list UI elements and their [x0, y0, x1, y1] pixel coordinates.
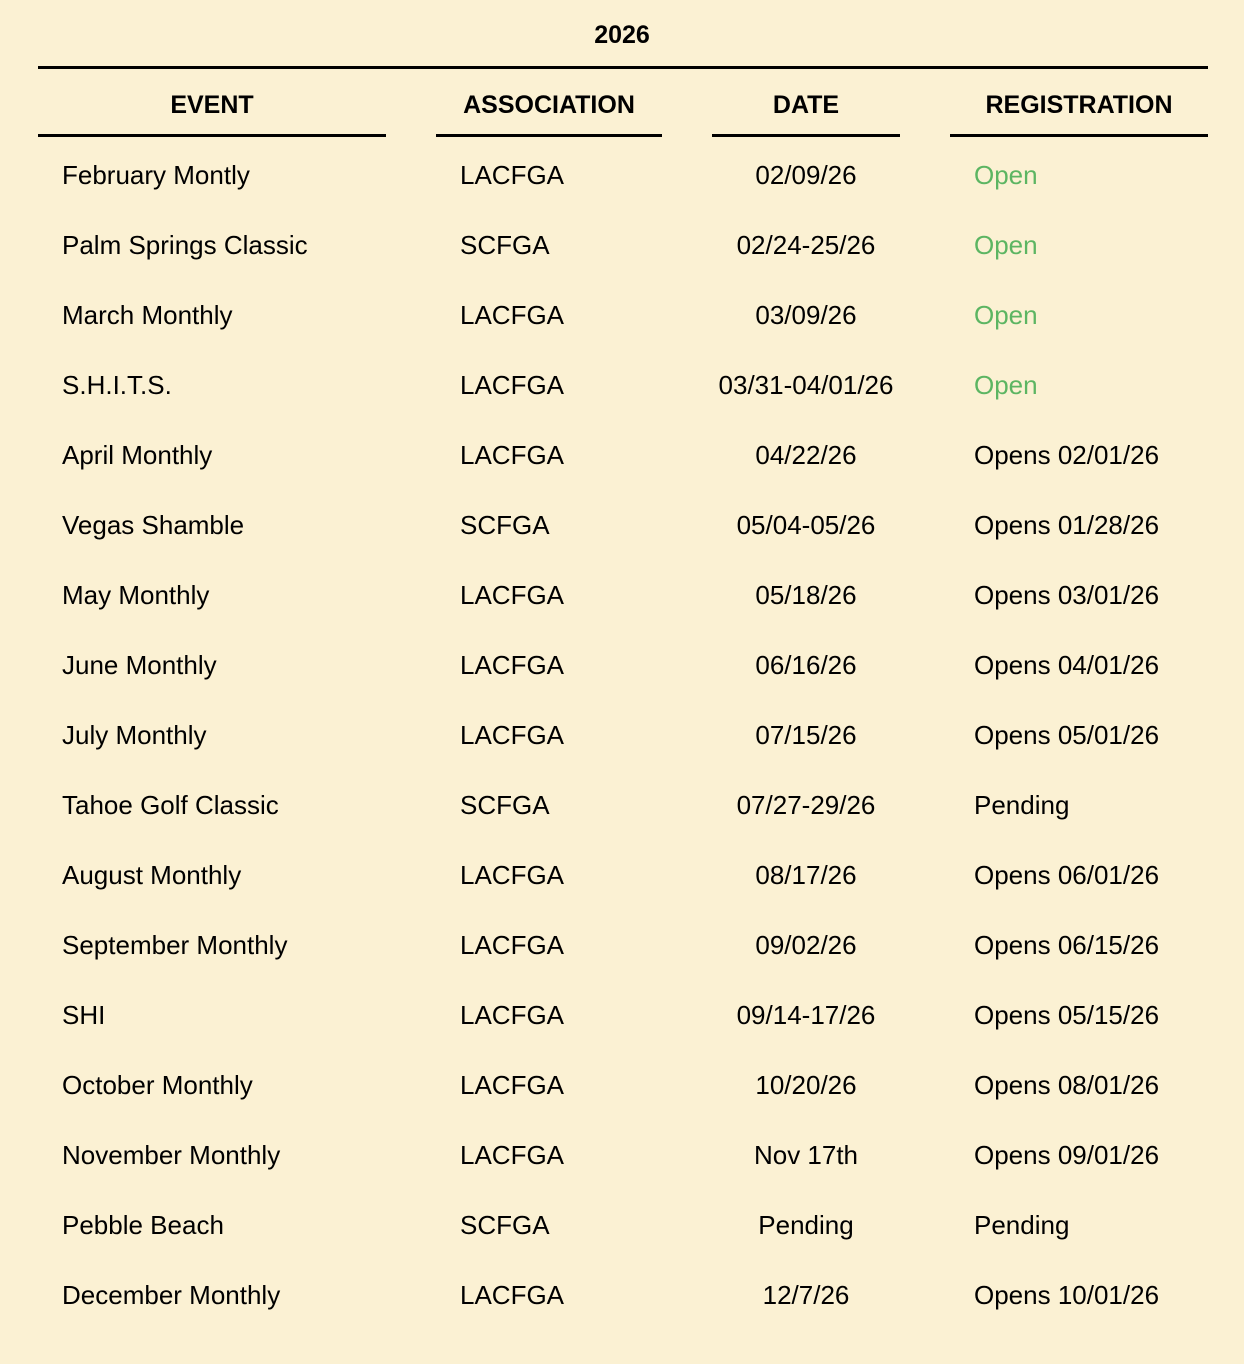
event-cell: Vegas Shamble [62, 510, 245, 540]
association-cell: LACFGA [460, 1070, 565, 1100]
date-cell: 09/02/26 [755, 930, 857, 960]
table-row [0, 980, 1244, 1050]
date-cell: 12/7/26 [762, 1280, 850, 1310]
table-row [0, 350, 1244, 420]
column-header-date-underline [712, 134, 900, 137]
table-body [0, 140, 1244, 1330]
table-row [0, 420, 1244, 490]
registration-cell: Open [974, 230, 1038, 260]
column-header-date-label: DATE [772, 91, 840, 119]
association-cell: LACFGA [460, 1140, 565, 1170]
event-cell: SHI [62, 1000, 106, 1030]
association-cell: LACFGA [460, 930, 565, 960]
event-cell: Palm Springs Classic [62, 230, 308, 260]
registration-cell: Opens 06/01/26 [974, 860, 1160, 890]
table-row [0, 1190, 1244, 1260]
table-row [0, 490, 1244, 560]
table-row [0, 910, 1244, 980]
date-cell: 04/22/26 [755, 440, 857, 470]
association-cell: LACFGA [460, 650, 565, 680]
association-cell: SCFGA [460, 790, 550, 820]
registration-cell: Open [974, 300, 1038, 330]
registration-cell: Opens 08/01/26 [974, 1070, 1160, 1100]
table-row [0, 700, 1244, 770]
table-row [0, 1050, 1244, 1120]
event-cell: November Monthly [62, 1140, 281, 1170]
event-cell: S.H.I.T.S. [62, 370, 172, 400]
table-row [0, 140, 1244, 210]
table-row [0, 1260, 1244, 1330]
association-cell: LACFGA [460, 860, 565, 890]
date-cell: 07/15/26 [755, 720, 857, 750]
event-cell: April Monthly [62, 440, 213, 470]
date-cell: Nov 17th [753, 1140, 859, 1170]
registration-cell: Opens 10/01/26 [974, 1280, 1160, 1310]
association-cell: LACFGA [460, 300, 565, 330]
registration-cell: Pending [974, 790, 1070, 820]
column-header-association-label: ASSOCIATION [463, 91, 635, 119]
event-cell: December Monthly [62, 1280, 281, 1310]
table-row [0, 280, 1244, 350]
date-cell: 03/09/26 [755, 300, 857, 330]
registration-cell: Open [974, 370, 1038, 400]
date-cell: Pending [758, 1210, 854, 1240]
registration-cell: Open [974, 160, 1038, 190]
top-divider [38, 66, 1208, 69]
association-cell: LACFGA [460, 1280, 565, 1310]
table-row [0, 560, 1244, 630]
date-cell: 08/17/26 [755, 860, 857, 890]
table-row [0, 630, 1244, 700]
date-cell: 07/27-29/26 [736, 790, 876, 820]
event-cell: May Monthly [62, 580, 210, 610]
registration-cell: Opens 04/01/26 [974, 650, 1160, 680]
table-row [0, 840, 1244, 910]
date-cell: 06/16/26 [755, 650, 857, 680]
column-header-event-underline [38, 134, 386, 137]
registration-cell: Opens 06/15/26 [974, 930, 1160, 960]
registration-cell: Opens 05/15/26 [974, 1000, 1160, 1030]
date-cell: 02/24-25/26 [736, 230, 876, 260]
column-header-association [436, 86, 662, 124]
registration-cell: Opens 01/28/26 [974, 510, 1160, 540]
registration-cell: Opens 09/01/26 [974, 1140, 1160, 1170]
date-cell: 10/20/26 [755, 1070, 857, 1100]
association-cell: SCFGA [460, 1210, 550, 1240]
event-cell: Pebble Beach [62, 1210, 224, 1240]
column-header-association-underline [436, 134, 662, 137]
registration-cell: Pending [974, 1210, 1070, 1240]
association-cell: SCFGA [460, 510, 550, 540]
page-title: 2026 [594, 21, 650, 49]
date-cell: 05/04-05/26 [736, 510, 876, 540]
date-cell: 09/14-17/26 [736, 1000, 876, 1030]
event-cell: February Montly [62, 160, 250, 190]
association-cell: LACFGA [460, 370, 565, 400]
table-header [0, 86, 1244, 126]
table-row [0, 770, 1244, 840]
event-cell: October Monthly [62, 1070, 253, 1100]
event-cell: March Monthly [62, 300, 233, 330]
association-cell: LACFGA [460, 580, 565, 610]
column-header-registration [950, 86, 1208, 124]
association-cell: SCFGA [460, 230, 550, 260]
column-header-event-label: EVENT [170, 91, 254, 119]
column-header-registration-label: REGISTRATION [985, 91, 1173, 119]
column-header-date [712, 86, 900, 124]
table-row [0, 1120, 1244, 1190]
registration-cell: Opens 02/01/26 [974, 440, 1160, 470]
date-cell: 02/09/26 [755, 160, 857, 190]
association-cell: LACFGA [460, 440, 565, 470]
table-row [0, 210, 1244, 280]
column-header-event [38, 86, 386, 124]
column-header-registration-underline [950, 134, 1208, 137]
event-cell: August Monthly [62, 860, 242, 890]
association-cell: LACFGA [460, 1000, 565, 1030]
association-cell: LACFGA [460, 160, 565, 190]
event-cell: September Monthly [62, 930, 288, 960]
association-cell: LACFGA [460, 720, 565, 750]
date-cell: 05/18/26 [755, 580, 857, 610]
registration-cell: Opens 03/01/26 [974, 580, 1160, 610]
event-cell: July Monthly [62, 720, 207, 750]
event-cell: June Monthly [62, 650, 217, 680]
event-cell: Tahoe Golf Classic [62, 790, 279, 820]
registration-cell: Opens 05/01/26 [974, 720, 1160, 750]
date-cell: 03/31-04/01/26 [718, 370, 894, 400]
